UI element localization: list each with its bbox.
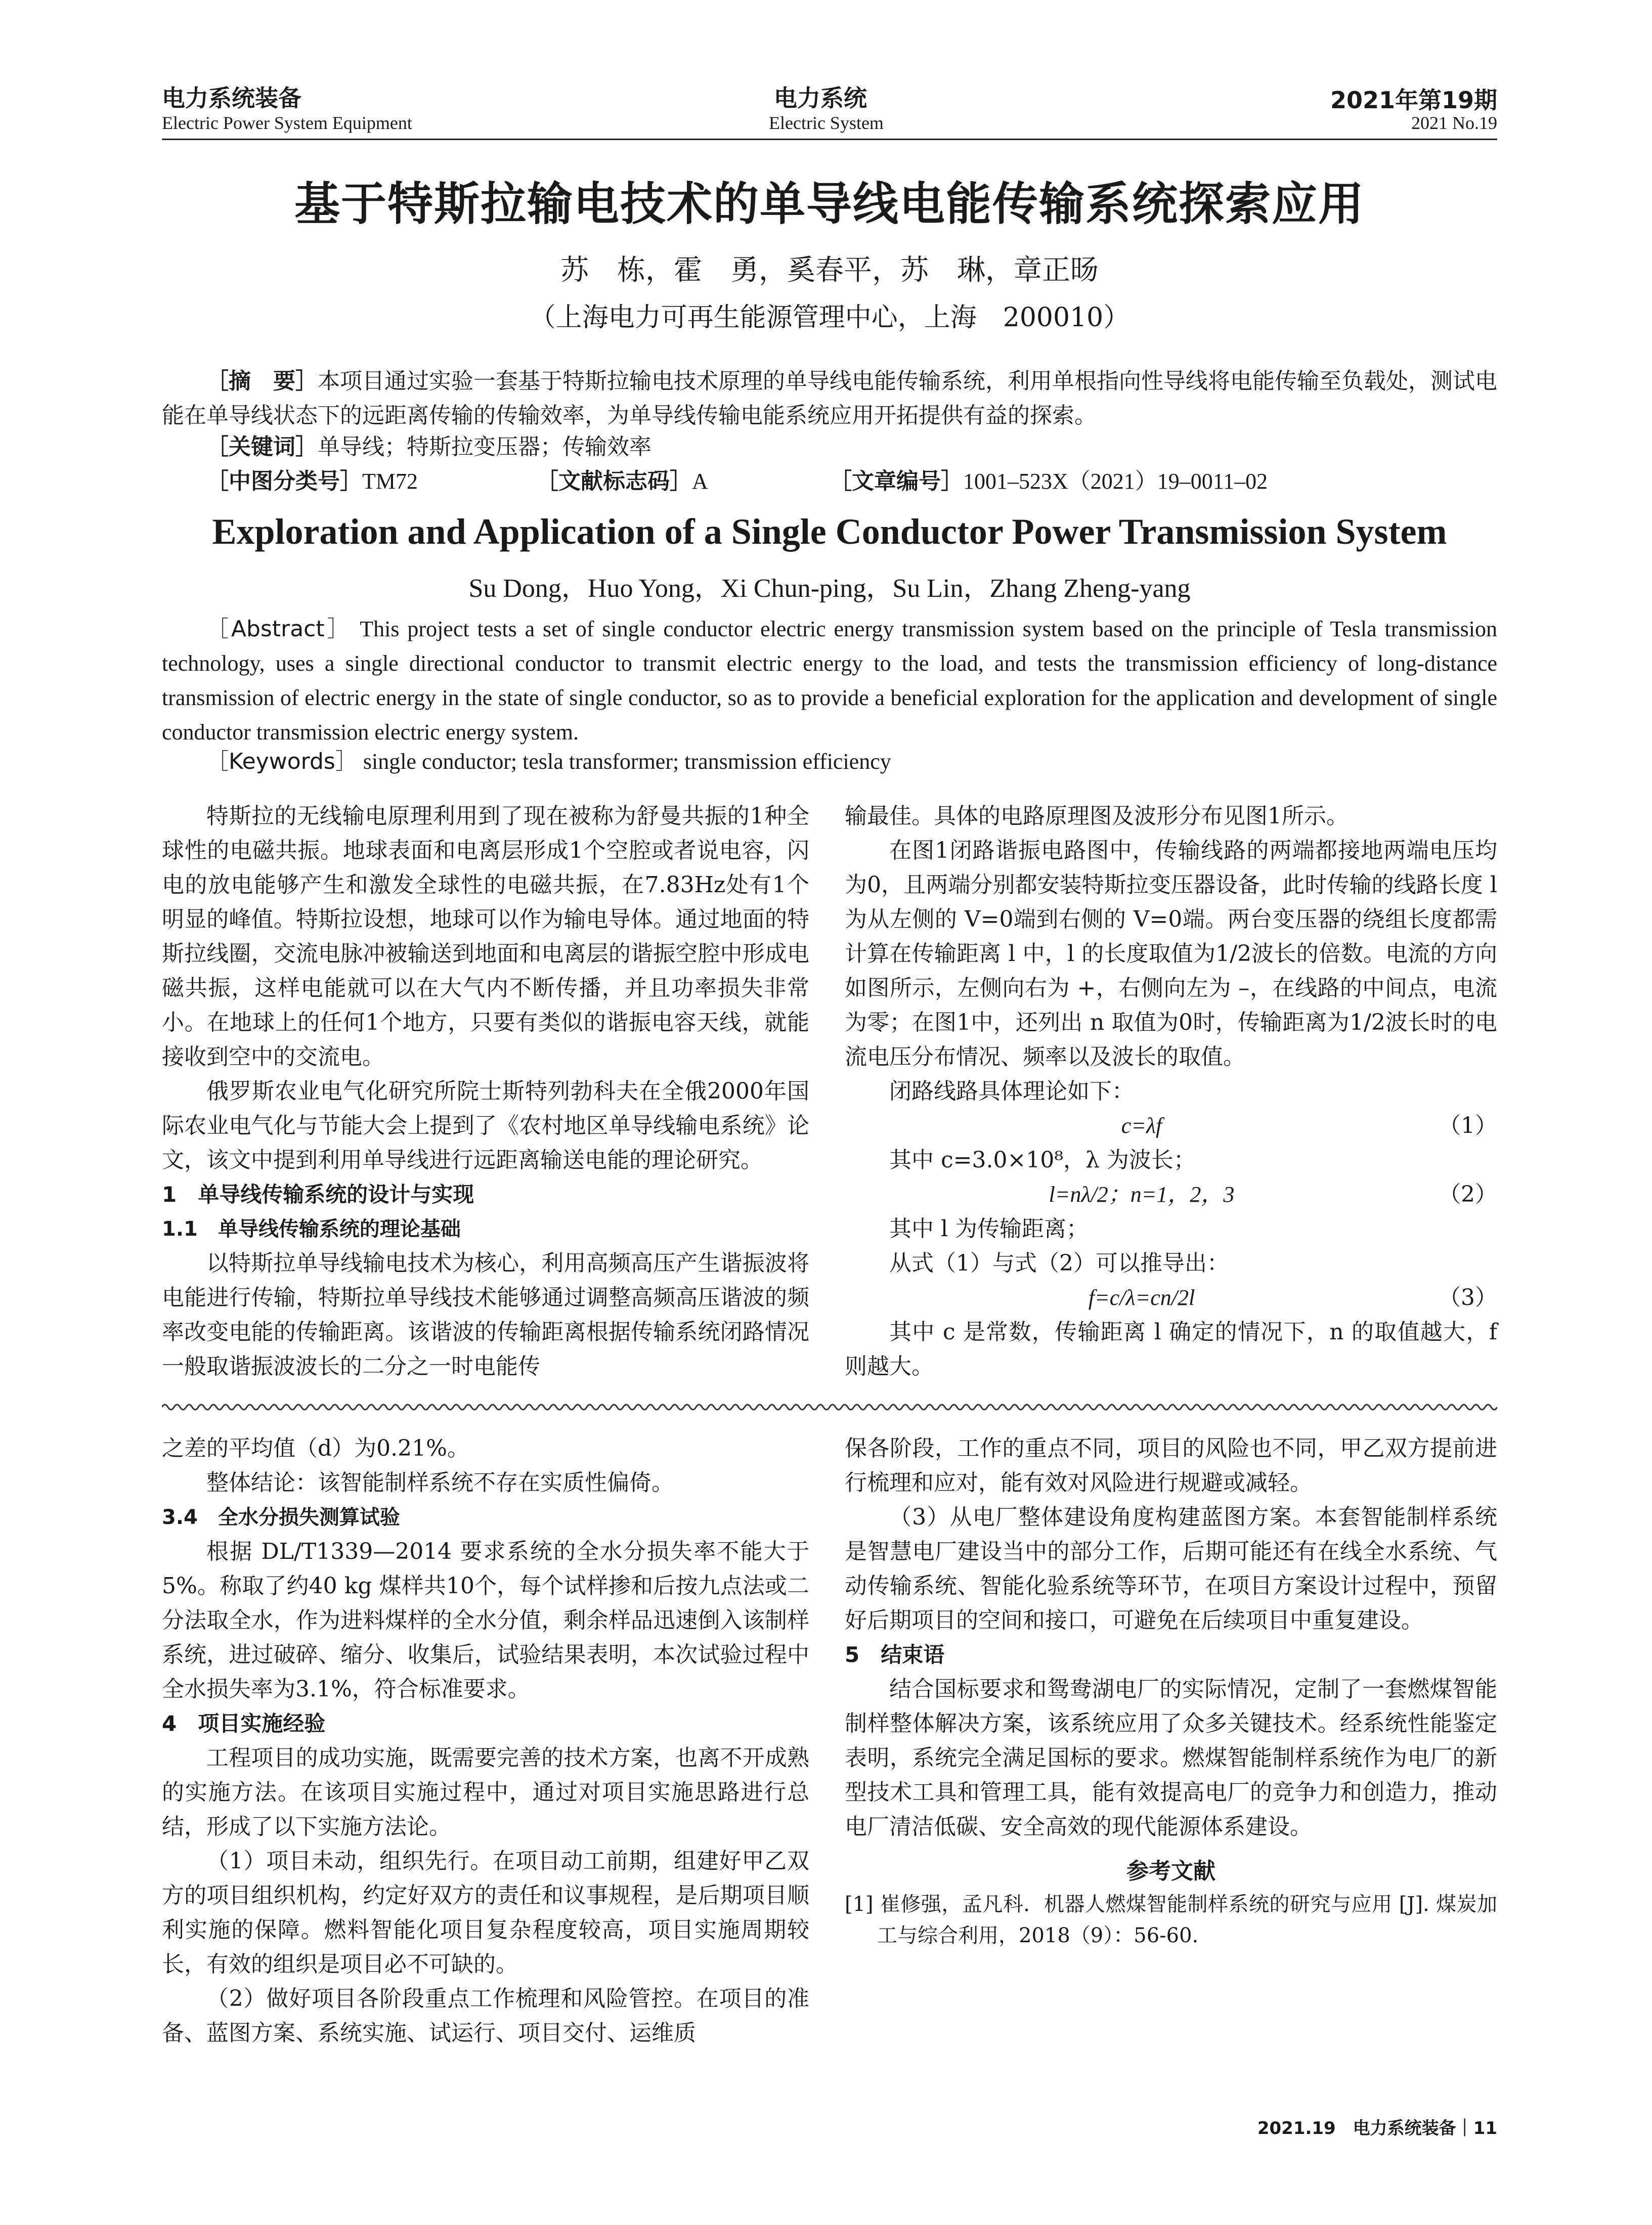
section-heading-3-4: 3.4 全水分损失测算试验	[162, 1506, 400, 1529]
section-name-cn: 电力系统	[774, 84, 867, 112]
body-paragraph: 在图1闭路谐振电路图中，传输线路的两端都接地两端电压均为0，且两端分别都安装特斯拉变压器设备，此时传输的线路长度 l 为从左侧的 V=0端到右侧的 V=0端。两台变压器的绕组长度都需计算在传输距离 l 中，l 的长度取值为1/2波长的倍数。电流的方向如图所示，左侧向右为 +，右侧向左为 –，在线路的中间点，电流为零；在图1中，还列出 n 取值为0时，传输距离为1/2波长时的电流电压分布情况、频率以及波长的取值。	[845, 838, 1497, 1070]
affiliation-cn: （上海电力可再生能源管理中心，上海 200010）	[529, 302, 1130, 333]
upper-left-column	[162, 799, 809, 1384]
equation-1	[845, 1109, 1497, 1143]
issue-en: 2021 No.19	[1411, 113, 1497, 133]
lower-left-column	[162, 1431, 809, 2051]
clc-value: TM72	[362, 469, 418, 494]
lower-right-column	[845, 1431, 1497, 1951]
doc-code-value: A	[692, 469, 708, 494]
equation-3-formula: f=c/λ=cn/2l	[1088, 1285, 1195, 1310]
section-name-en: Electric System	[769, 113, 884, 133]
equation-3	[845, 1281, 1497, 1315]
body-paragraph: 保各阶段，工作的重点不同，项目的风险也不同，甲乙双方提前进行梳理和应对，能有效对风险进行规避或减轻。	[845, 1435, 1497, 1496]
section-heading-4: 4 项目实施经验	[162, 1711, 326, 1736]
reference-item: [1] 崔修强，孟凡科．机器人燃煤智能制样系统的研究与应用 [J]. 煤炭加工与综合利用，2018（9）：56-60.	[845, 1893, 1497, 1947]
doc-code-label: ［文献标志码］	[536, 468, 692, 494]
wavy-divider	[162, 1401, 1497, 1413]
article-title-en: Exploration and Application of a Single Conductor Power Transmission System	[212, 511, 1447, 552]
body-paragraph: 整体结论：该智能制样系统不存在实质性偏倚。	[206, 1470, 674, 1496]
clc-label: ［中图分类号］	[206, 468, 362, 494]
body-paragraph: 根据 DL/T1339—2014 要求系统的全水分损失率不能大于5%。称取了约40 kg 煤样共10个，每个试样掺和后按九点法或二分法取全水，作为进料煤样的全水分值，剩余样品迅速倒入该制样系统，进过破碎、缩分、收集后，试验结果表明，本次试验过程中全水损失率为3.1%，符合标准要求。	[162, 1539, 809, 1702]
abstract-en	[162, 612, 1497, 750]
equation-2-formula: l=nλ/2；n=1，2，3	[1049, 1182, 1235, 1207]
body-paragraph: 其中 c 是常数，传输距离 l 确定的情况下，n 的取值越大，f 则越大。	[845, 1319, 1497, 1379]
section-heading-1-1: 1.1 单导线传输系统的理论基础	[162, 1217, 461, 1241]
equation-1-number: （1）	[1439, 1113, 1497, 1139]
body-paragraph: 以特斯拉单导线输电技术为核心，利用高频高压产生谐振波将电能进行传输，特斯拉单导线技术能够通过调整高频高压谐波的频率改变电能的传输距离。该谐波的传输距离根据传输系统闭路情况一般取谐振波波长的二分之一时电能传	[162, 1250, 809, 1379]
journal-name-en: Electric Power System Equipment	[162, 113, 412, 133]
abstract-cn-text: 本项目通过实验一套基于特斯拉输电技术原理的单导线电能传输系统，利用单根指向性导线将电能传输至负载处，测试电能在单导线状态下的远距离传输的传输效率，为单导线传输电能系统应用开拓提供有益的探索。	[162, 368, 1497, 428]
keywords-en-label: ［Keywords］	[206, 749, 358, 774]
upper-right-column	[845, 799, 1497, 1384]
equation-1-formula: c=λf	[1121, 1113, 1162, 1138]
body-paragraph: 结合国标要求和鸳鸯湖电厂的实际情况，定制了一套燃煤智能制样整体解决方案，该系统应用了众多关键技术。经系统性能鉴定表明，系统完全满足国标的要求。燃煤智能制样系统作为电厂的新型技术工具和管理工具，能有效提高电厂的竞争力和创造力，推动电厂清洁低碳、安全高效的现代能源体系建设。	[845, 1676, 1497, 1840]
issue-cn: 2021年第19期	[1330, 86, 1497, 114]
article-title-cn: 基于特斯拉输电技术的单导线电能传输系统探索应用	[294, 177, 1365, 231]
document-code	[536, 464, 708, 499]
article-id-value: 1001–523X（2021）19–0011–02	[963, 469, 1268, 494]
clc-number	[206, 464, 418, 499]
abstract-en-label: ［Abstract］	[206, 616, 352, 642]
abstract-cn	[162, 364, 1497, 433]
journal-name-cn: 电力系统装备	[162, 84, 301, 112]
header-rule	[162, 139, 1497, 140]
section-heading-5: 5 结束语	[845, 1642, 945, 1667]
body-paragraph: 从式（1）与式（2）可以推导出：	[889, 1250, 1229, 1276]
body-paragraph: 工程项目的成功实施，既需要完善的技术方案，也离不开成熟的实施方法。在该项目实施过程中，通过对项目实施思路进行总结，形成了以下实施方法论。	[162, 1745, 809, 1840]
abstract-en-text: This project tests a set of single conductor electric energy transmission system based on the principle of Tesla transmission technology, uses a single directional conductor to transmit electric energy to the load, and tests the transmission efficiency of long-distance transmission of electric energy in the state of single conductor, so as to provide a beneficial exploration for the application and development of single conductor transmission electric energy system.	[162, 617, 1498, 745]
equation-2	[845, 1177, 1497, 1212]
body-paragraph: （1）项目未动，组织先行。在项目动工前期，组建好甲乙双方的项目组织机构，约定好双方的责任和议事规程，是后期项目顺利实施的保障。燃料智能化项目复杂程度较高，项目实施周期较长，有效的组织是项目必不可缺的。	[162, 1848, 809, 1977]
authors-en: Su Dong，Huo Yong，Xi Chun-ping，Su Lin，Zhang Zheng-yang	[468, 574, 1191, 603]
keywords-en-text: single conductor; tesla transformer; transmission efficiency	[363, 749, 891, 774]
body-paragraph: 其中 c=3.0×10⁸，λ 为波长；	[889, 1147, 1196, 1173]
body-paragraph: 俄罗斯农业电气化研究所院士斯特列勃科夫在全俄2000年国际农业电气化与节能大会上提到了《农村地区单导线输电系统》论文，该文中提到利用单导线进行远距离输送电能的理论研究。	[162, 1078, 809, 1173]
body-paragraph: 特斯拉的无线输电原理利用到了现在被称为舒曼共振的1种全球性的电磁共振。地球表面和电离层形成1个空腔或者说电容，闪电的放电能够产生和激发全球性的电磁共振，在7.83Hz处有1个明显的峰值。特斯拉设想，地球可以作为输电导体。通过地面的特斯拉线圈，交流电脉冲被输送到地面和电离层的谐振空腔中形成电磁共振，这样电能就可以在大气内不断传播，并且功率损失非常小。在地球上的任何1个地方，只要有类似的谐振电容天线，就能接收到空中的交流电。	[162, 803, 809, 1070]
section-heading-1: 1 单导线传输系统的设计与实现	[162, 1182, 474, 1207]
body-paragraph: （3）从电厂整体建设角度构建蓝图方案。本套智能制样系统是智慧电厂建设当中的部分工作，后期可能还有在线全水系统、气动传输系统、智能化验系统等环节，在项目方案设计过程中，预留好后期项目的空间和接口，可避免在后续项目中重复建设。	[845, 1504, 1497, 1633]
keywords-cn-text: 单导线；特斯拉变压器；传输效率	[318, 434, 651, 460]
keywords-cn	[206, 430, 1497, 464]
article-id-label: ［文章编号］	[830, 468, 963, 494]
body-paragraph: 输最佳。具体的电路原理图及波形分布见图1所示。	[845, 803, 1349, 829]
page-footer: 2021.19 电力系统装备｜11	[1257, 2118, 1497, 2139]
body-paragraph: （2）做好项目各阶段重点工作梳理和风险管控。在项目的准备、蓝图方案、系统实施、试运行、项目交付、运维质	[162, 1986, 809, 2046]
equation-2-number: （2）	[1439, 1182, 1497, 1207]
equation-3-number: （3）	[1439, 1285, 1497, 1311]
article-id	[830, 464, 1268, 499]
abstract-cn-label: ［摘 要］	[206, 368, 318, 394]
body-paragraph: 其中 l 为传输距离；	[889, 1216, 1089, 1242]
authors-cn: 苏 栋，霍 勇，奚春平，苏 琳，章正旸	[560, 254, 1099, 287]
keywords-en	[206, 745, 1497, 779]
keywords-cn-label: ［关键词］	[206, 434, 318, 460]
body-paragraph: 闭路线路具体理论如下：	[889, 1078, 1134, 1104]
references-title: 参考文献	[1126, 1858, 1215, 1884]
body-paragraph: 之差的平均值（d）为0.21%。	[162, 1435, 469, 1461]
